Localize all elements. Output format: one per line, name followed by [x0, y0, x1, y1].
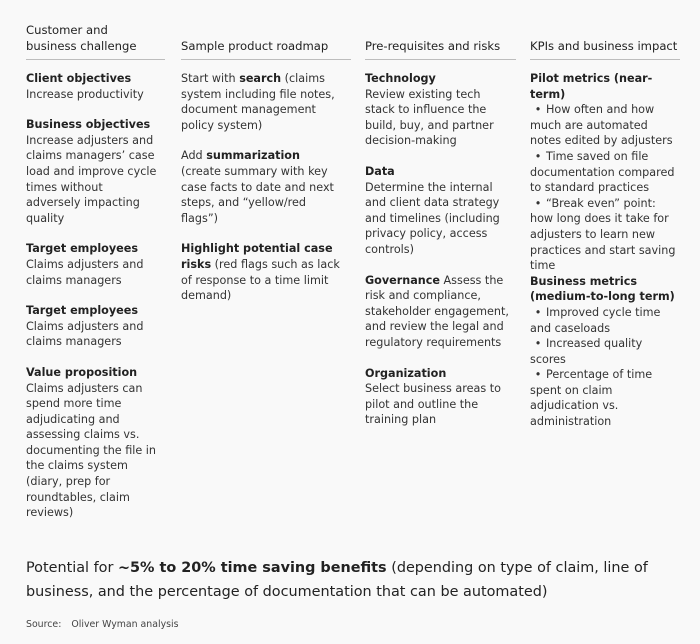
business-metrics-list — [530, 305, 680, 430]
technology-title: Technology — [365, 72, 436, 85]
header-divider — [26, 59, 165, 60]
roadmap-search — [181, 71, 343, 133]
value-proposition-text: Claims adjusters can spend more time adjudicating and assessing claims vs. documenting the file in the claims system (diary, prep for roundtables, claim reviews) — [26, 381, 157, 520]
roadmap-summarization — [181, 148, 343, 226]
benefit-highlight: ~5% to 20% time saving benefits — [117, 560, 387, 576]
roadmap-search-text — [181, 71, 343, 133]
source-note — [26, 619, 189, 630]
organization-text: Select business areas to pilot and outline the training plan — [365, 382, 501, 427]
roadmap-risks-rest: (red flags such as lack of response to a time limit demand) — [181, 257, 340, 303]
business-objectives-text: Increase adjusters and claims managers’ case load and improve cycle times without adversely impacting quality — [26, 133, 157, 225]
header-prerequisites-risks: Pre-requisites and risks — [365, 39, 501, 53]
governance-body: Assess the risk and compliance, stakeholder engagement, and review the legal and regulatory requirements — [365, 273, 509, 349]
roadmap-risks-text — [181, 241, 343, 303]
governance-title: Governance — [365, 273, 440, 287]
client-objectives-title: Client objectives — [26, 72, 132, 85]
list-item — [530, 305, 680, 336]
column-kpis-impact — [530, 71, 680, 430]
benefit-prefix: Potential for — [26, 560, 118, 576]
target-employees-text: Claims adjusters and claims managers — [26, 257, 144, 287]
header-kpis-impact: KPIs and business impact — [530, 39, 678, 53]
header-divider — [365, 59, 516, 60]
bullet-icon: • — [534, 149, 542, 163]
header-customer-challenge — [26, 22, 166, 54]
roadmap-search-prefix: Start with — [181, 72, 240, 85]
list-item — [530, 149, 680, 196]
organization-section — [365, 366, 513, 428]
column-product-roadmap — [181, 71, 343, 319]
business-objectives-title: Business objectives — [26, 118, 151, 132]
header-divider — [530, 59, 680, 60]
technology-text: Review existing tech stack to influence the build, buy, and partner decision-making — [365, 87, 494, 148]
data-text: Determine the internal and client data strategy and timelines (including privacy policy, access controls) — [365, 180, 500, 256]
pilot-item-text: Time saved on file documentation compared to standard practices — [530, 149, 675, 195]
business-metrics-title: Business metrics (medium-to-long term) — [530, 274, 675, 304]
data-section — [365, 164, 513, 258]
benefit-rest: (depending on type of claim, line of business, and the percentage of documentation that can be automated) — [26, 560, 648, 600]
value-proposition-title: Value proposition — [26, 365, 138, 379]
target-employees-section — [26, 303, 158, 350]
bullet-icon: • — [534, 368, 542, 382]
source-label: Source: — [26, 619, 62, 630]
value-proposition-section — [26, 365, 158, 521]
governance-text — [365, 273, 513, 351]
target-employees-section — [26, 241, 158, 288]
bullet-icon: • — [534, 305, 542, 319]
header-product-roadmap: Sample product roadmap — [181, 39, 329, 53]
target-employees-title: Target employees — [26, 304, 138, 318]
list-item — [530, 102, 680, 149]
roadmap-risks-bold: Highlight potential case risks — [181, 242, 333, 271]
list-item — [530, 367, 680, 429]
pilot-metrics-title: Pilot metrics (near-term) — [530, 72, 653, 101]
benefit-summary — [26, 556, 686, 604]
roadmap-summ-bold: summarization — [206, 149, 300, 163]
pilot-item-text: How often and how much are automated notes edited by adjusters — [530, 103, 673, 148]
data-title: Data — [365, 164, 395, 178]
technology-section — [365, 71, 513, 149]
client-objectives-section — [26, 71, 158, 102]
bullet-icon: • — [534, 337, 542, 351]
governance-section — [365, 273, 513, 351]
table-header — [0, 22, 700, 58]
target-employees-text: Claims adjusters and claims managers — [26, 319, 144, 349]
header-divider — [181, 59, 351, 60]
business-item-text: Increased quality scores — [530, 337, 643, 366]
target-employees-title: Target employees — [26, 242, 138, 256]
business-item-text: Improved cycle time and caseloads — [530, 305, 661, 335]
list-item — [530, 336, 680, 367]
pilot-metrics-list — [530, 102, 680, 274]
bullet-icon: • — [534, 103, 542, 117]
source-text: Oliver Wyman analysis — [71, 619, 179, 630]
header-col1-line1: Customer and — [26, 23, 108, 37]
roadmap-summ-rest: (create summary with key case facts to date and next steps, and “yellow/red flags”) — [181, 164, 334, 225]
client-objectives-text: Increase productivity — [26, 87, 144, 101]
business-objectives-section — [26, 117, 158, 226]
pilot-item-text: “Break even” point: how long does it take for adjusters to learn new practices and start saving time — [530, 196, 676, 273]
roadmap-search-rest: (claims system including file notes, document management policy system) — [181, 72, 335, 132]
business-item-text: Percentage of time spent on claim adjudication vs. administration — [530, 368, 653, 429]
organization-title: Organization — [365, 366, 447, 380]
header-col1-line2: business challenge — [26, 39, 137, 53]
column-customer-challenge — [26, 71, 158, 536]
bullet-icon: • — [534, 196, 542, 210]
list-item — [530, 196, 680, 274]
roadmap-search-bold: search — [239, 72, 282, 85]
roadmap-risks — [181, 241, 343, 303]
roadmap-summ-prefix: Add — [181, 149, 207, 163]
roadmap-summarization-text — [181, 148, 343, 226]
column-prerequisites-risks — [365, 71, 513, 443]
